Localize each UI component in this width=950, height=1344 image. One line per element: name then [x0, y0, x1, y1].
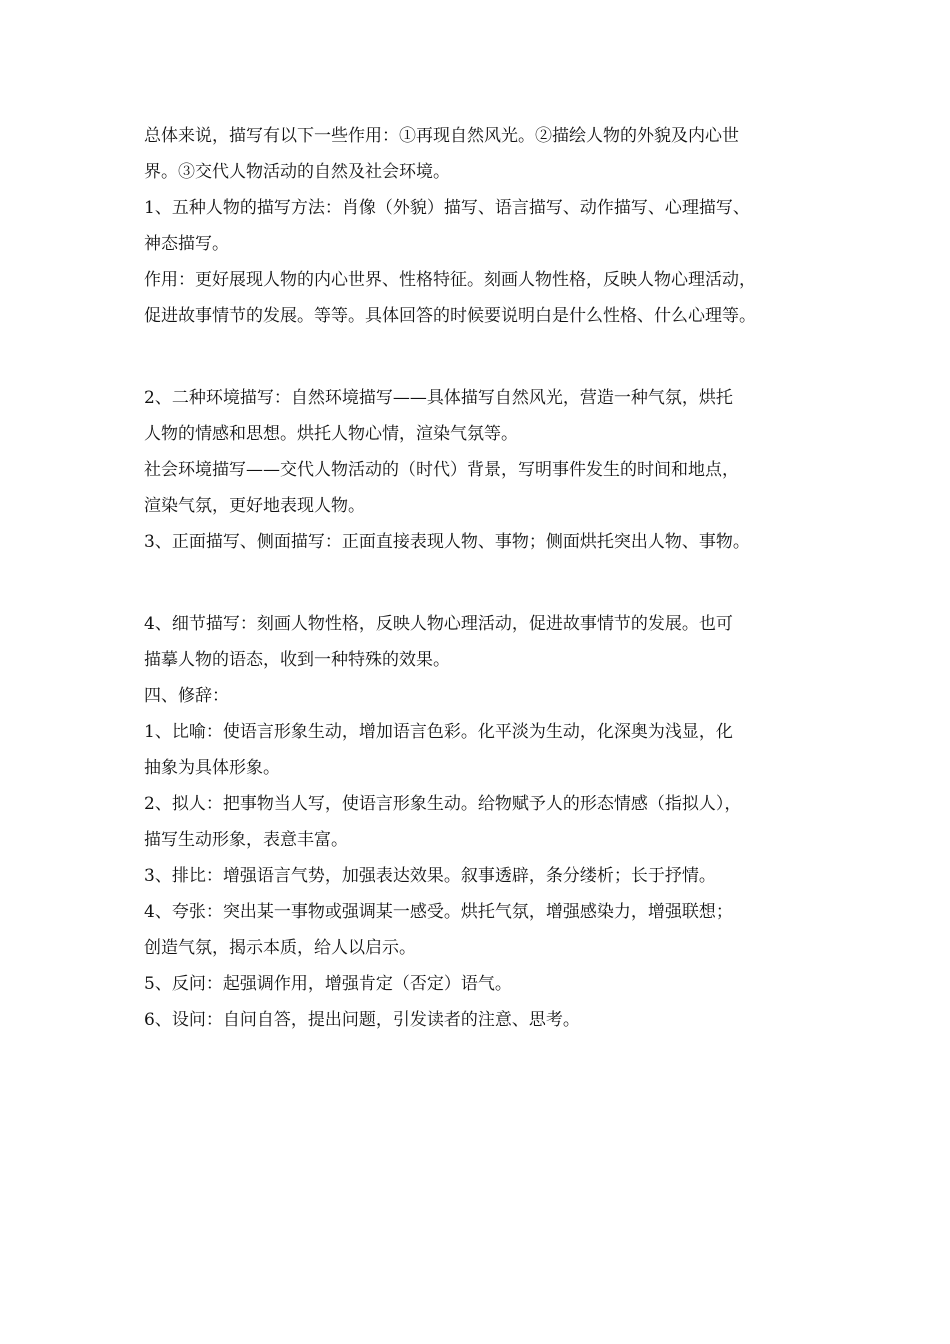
paragraph-hyperbole: [144, 894, 824, 966]
text-line: 界。③交代人物活动的自然及社会环境。: [144, 162, 450, 182]
text-line: 3、正面描写、侧面描写：正面直接表现人物、事物；侧面烘托突出人物、事物。: [144, 532, 750, 552]
paragraph-metaphor: [144, 714, 824, 786]
text-line: 2、二种环境描写：自然环境描写——具体描写自然风光，营造一种气氛，烘托: [144, 388, 733, 408]
text-line: 描摹人物的语态，收到一种特殊的效果。: [144, 650, 450, 670]
text-line: 抽象为具体形象。: [144, 758, 280, 778]
text-line: 4、夸张：突出某一事物或强调某一感受。烘托气氛，增强感染力，增强联想；: [144, 902, 733, 922]
paragraph-rhetorical-question: [144, 966, 824, 1002]
text-line: 作用：更好展现人物的内心世界、性格特征。刻画人物性格，反映人物心理活动，: [144, 270, 756, 290]
paragraph-character-effect: [144, 262, 824, 334]
paragraph-character-methods: [144, 190, 824, 262]
document-body: [144, 118, 824, 1038]
text-line: 4、细节描写：刻画人物性格，反映人物心理活动，促进故事情节的发展。也可: [144, 614, 733, 634]
paragraph-detail: [144, 606, 824, 678]
text-line: 总体来说，描写有以下一些作用：①再现自然风光。②描绘人物的外貌及内心世: [144, 126, 739, 146]
paragraph-self-question: [144, 1002, 824, 1038]
blank-line: [144, 560, 824, 606]
text-line: 1、比喻：使语言形象生动，增加语言色彩。化平淡为生动，化深奥为浅显，化: [144, 722, 733, 742]
text-line: 社会环境描写——交代人物活动的（时代）背景，写明事件发生的时间和地点，: [144, 460, 739, 480]
text-line: 创造气氛，揭示本质，给人以启示。: [144, 938, 416, 958]
text-line: 人物的情感和思想。烘托人物心情，渲染气氛等。: [144, 424, 518, 444]
paragraph-parallelism: [144, 858, 824, 894]
section-heading-rhetoric: [144, 678, 824, 714]
text-line: 5、反问：起强调作用，增强肯定（否定）语气。: [144, 974, 512, 994]
blank-line: [144, 334, 824, 380]
text-line: 渲染气氛，更好地表现人物。: [144, 496, 365, 516]
text-line: 6、设问：自问自答，提出问题，引发读者的注意、思考。: [144, 1010, 580, 1030]
text-line: 2、拟人：把事物当人写，使语言形象生动。给物赋予人的形态情感（指拟人），: [144, 794, 742, 814]
heading-line: 四、修辞：: [144, 686, 229, 706]
text-line: 促进故事情节的发展。等等。具体回答的时候要说明白是什么性格、什么心理等。: [144, 306, 756, 326]
text-line: 神态描写。: [144, 234, 229, 254]
text-line: 描写生动形象，表意丰富。: [144, 830, 348, 850]
text-line: 3、排比：增强语言气势，加强表达效果。叙事透辟，条分缕析；长于抒情。: [144, 866, 716, 886]
paragraph-environment-social: [144, 452, 824, 524]
paragraph-intro: [144, 118, 824, 190]
paragraph-personification: [144, 786, 824, 858]
text-line: 1、五种人物的描写方法：肖像（外貌）描写、语言描写、动作描写、心理描写、: [144, 198, 750, 218]
paragraph-environment-natural: [144, 380, 824, 452]
paragraph-direct-indirect: [144, 524, 824, 560]
